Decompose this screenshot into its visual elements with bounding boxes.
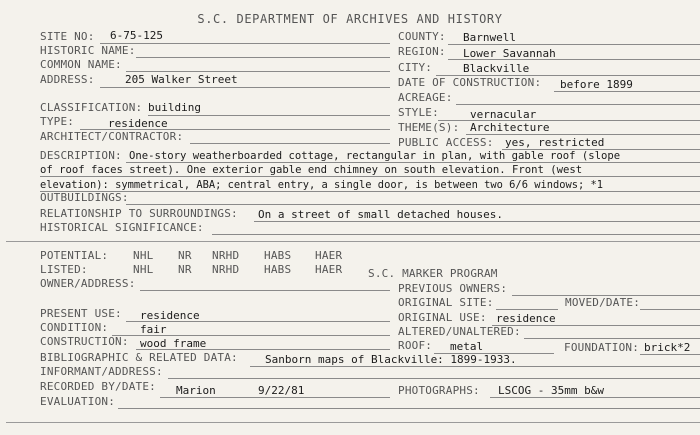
original-use-label: ORIGINAL USE: [398,311,487,324]
address-label: ADDRESS: [40,73,95,86]
recorded-by-line [160,397,390,398]
construction-value: wood frame [140,337,207,350]
evaluation-line [118,408,700,409]
photographs-label: PHOTOGRAPHS: [398,384,480,397]
bibliographic-value: Sanborn maps of Blackville: 1899-1933. [265,353,517,366]
owner-address-label: OWNER/ADDRESS: [40,277,136,290]
acreage-label: ACREAGE: [398,91,453,104]
relationship-value: On a street of small detached houses. [258,208,504,221]
moved-date-label: MOVED/DATE: [565,296,641,309]
listed-haer: HAER [315,263,343,276]
condition-line [112,335,390,336]
themes-label: THEME(S): [398,121,460,134]
photographs-line [490,397,700,398]
historical-significance-line [212,234,700,235]
original-use-value: residence [496,312,556,325]
common-name-line [126,71,390,72]
bibliographic-label: BIBLIOGRAPHIC & RELATED DATA: [40,351,238,364]
recorded-by-value: Marion [176,384,216,397]
site-no-value: 6-75-125 [110,29,163,42]
informant-line [168,378,700,379]
type-label: TYPE: [40,115,75,128]
county-value: Barnwell [463,31,516,44]
previous-owners-label: PREVIOUS OWNERS: [398,282,508,295]
potential-haer: HAER [315,249,343,262]
potential-nhl: NHL [133,249,154,262]
classification-line [148,115,390,116]
listed-nhl: NHL [133,263,154,276]
potential-nr: NR [178,249,192,262]
form-header: S.C. DEPARTMENT OF ARCHIVES AND HISTORY [197,12,503,26]
public-access-label: PUBLIC ACCESS: [398,136,494,149]
altered-label: ALTERED/UNALTERED: [398,325,521,338]
informant-label: INFORMANT/ADDRESS: [40,365,163,378]
themes-value: Architecture [470,121,550,134]
section-divider [6,241,700,242]
style-label: STYLE: [398,106,439,119]
acreage-line [456,104,700,105]
county-label: COUNTY: [398,30,446,43]
relationship-line [254,221,700,222]
description-line-1: One-story weatherboarded cottage, rectangular in plan, with gable roof (slope [129,150,621,162]
listed-label: LISTED: [40,263,88,276]
classification-value: building [148,101,201,114]
recorded-date-value: 9/22/81 [258,384,305,397]
date-of-construction-label: DATE OF CONSTRUCTION: [398,76,542,89]
classification-label: CLASSIFICATION: [40,101,143,114]
construction-line [136,349,390,350]
style-value: vernacular [470,108,537,121]
roof-value: metal [450,340,484,353]
listed-nrhd: NRHD [212,263,240,276]
architect-label: ARCHITECT/CONTRACTOR: [40,130,184,143]
present-use-label: PRESENT USE: [40,307,122,320]
region-value: Lower Savannah [463,47,556,60]
potential-habs: HABS [264,249,292,262]
address-value: 205 Walker Street [125,73,238,86]
date-of-construction-value: before 1899 [560,78,633,91]
city-label: CITY: [398,61,433,74]
description-line-3: elevation): symmetrical, ABA; central entry, a single door, is between two 6/6 windows; *1 [40,179,604,191]
description-rule-2 [40,176,700,177]
description-line-2: of roof faces street). One exterior gable end chimney on south elevation. Front (west [40,164,583,176]
potential-nrhd: NRHD [212,249,240,262]
type-value: residence [108,117,168,130]
outbuildings-label: OUTBUILDINGS: [40,191,129,204]
condition-value: fair [140,323,167,336]
evaluation-label: EVALUATION: [40,395,116,408]
condition-label: CONDITION: [40,321,109,334]
original-site-label: ORIGINAL SITE: [398,296,494,309]
photographs-value: LSCOG - 35mm b&w [498,384,604,397]
moved-date-line [640,309,700,310]
historic-name-line [136,57,390,58]
potential-label: POTENTIAL: [40,249,109,262]
relationship-label: RELATIONSHIP TO SURROUNDINGS: [40,207,238,220]
foundation-label: FOUNDATION: [564,341,640,354]
site-no-label: SITE NO: [40,30,95,43]
foundation-value: brick*2 [644,341,691,354]
common-name-label: COMMON NAME: [40,58,122,71]
date-of-construction-line [554,91,700,92]
site-no-line [100,43,390,44]
bottom-rule [6,422,700,423]
listed-habs: HABS [264,263,292,276]
address-line [100,87,390,88]
description-rule-3 [40,191,700,192]
present-use-line [126,321,390,322]
historical-significance-label: HISTORICAL SIGNIFICANCE: [40,221,204,234]
outbuildings-line [126,204,700,205]
construction-label: CONSTRUCTION: [40,335,129,348]
city-value: Blackville [463,62,530,75]
roof-label: ROOF: [398,339,433,352]
historic-name-label: HISTORIC NAME: [40,44,136,57]
description-label: DESCRIPTION: [40,149,122,162]
listed-nr: NR [178,263,192,276]
owner-address-line [140,290,390,291]
public-access-value: yes, restricted [505,136,605,149]
present-use-value: residence [140,309,200,322]
foundation-line [640,354,700,355]
altered-line [524,338,700,339]
bibliographic-line [250,366,700,367]
description-rule-1 [126,162,700,163]
themes-line [466,134,700,135]
sc-marker-program-label: S.C. MARKER PROGRAM [368,267,498,280]
original-site-line [496,309,558,310]
region-line [448,59,700,60]
region-label: REGION: [398,45,446,58]
architect-line [190,143,390,144]
original-use-line [492,325,700,326]
county-line [448,44,700,45]
recorded-by-label: RECORDED BY/DATE: [40,380,156,393]
